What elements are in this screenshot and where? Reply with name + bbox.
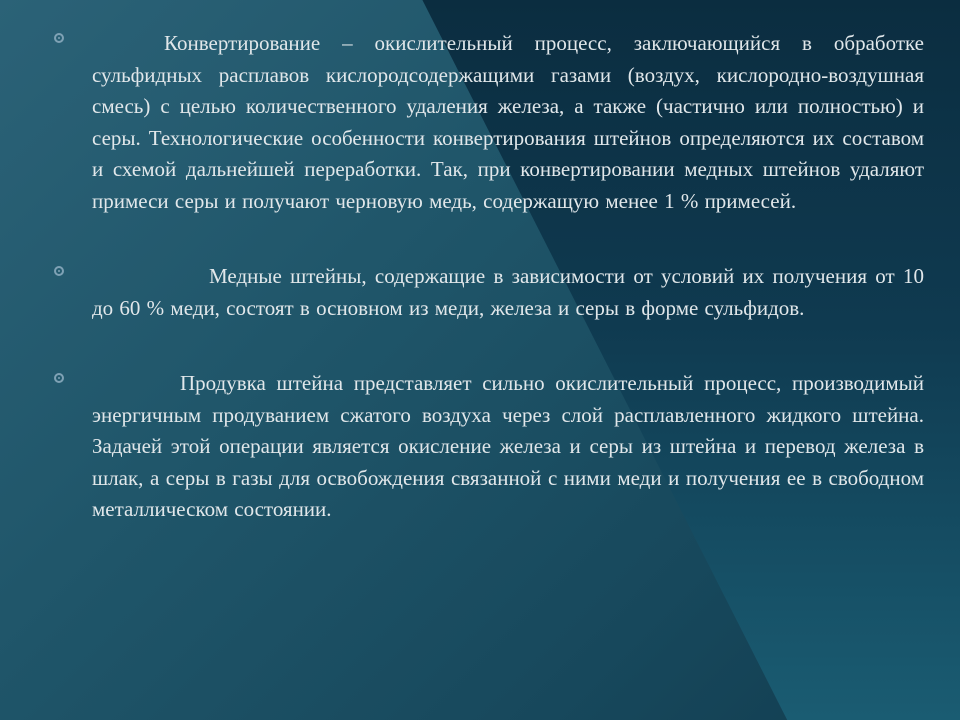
- paragraph-text: Конвертирование – окислительный процесс, заключающийся в обработке сульфидных расплавов кислородсодержащими газами (воздух, кислородно-воздушная смесь) с целью количественного удаления железа, а также (частично или полностью) и серы. Технологические особенности конвертирования штейнов определяются их составом и схемой дальнейшей переработки. Так, при конвертировании медных штейнов удаляют примеси серы и получают черновую медь, содержащую менее 1 % примесей.: [92, 31, 924, 213]
- paragraph-text: Продувка штейна представляет сильно окислительный процесс, производимый энергичным продуванием сжатого воздуха через слой расплавленного жидкого штейна. Задачей этой операции является окисление железа и серы из штейна и перевод железа в шлак, а серы в газы для освобождения связанной с ними меди и получения ее в свободном металлическом состоянии.: [92, 371, 924, 521]
- bullet-paragraph: [54, 261, 924, 324]
- paragraph-text: Медные штейны, содержащие в зависимости от условий их получения от 10 до 60 % меди, состоят в основном из меди, железа и серы в форме сульфидов.: [92, 264, 924, 320]
- bullet-paragraph: [54, 28, 924, 217]
- circle-bullet-icon: [54, 266, 64, 276]
- bullet-paragraph: [54, 368, 924, 526]
- circle-bullet-icon: [54, 373, 64, 383]
- circle-bullet-icon: [54, 33, 64, 43]
- slide-content: [54, 28, 924, 526]
